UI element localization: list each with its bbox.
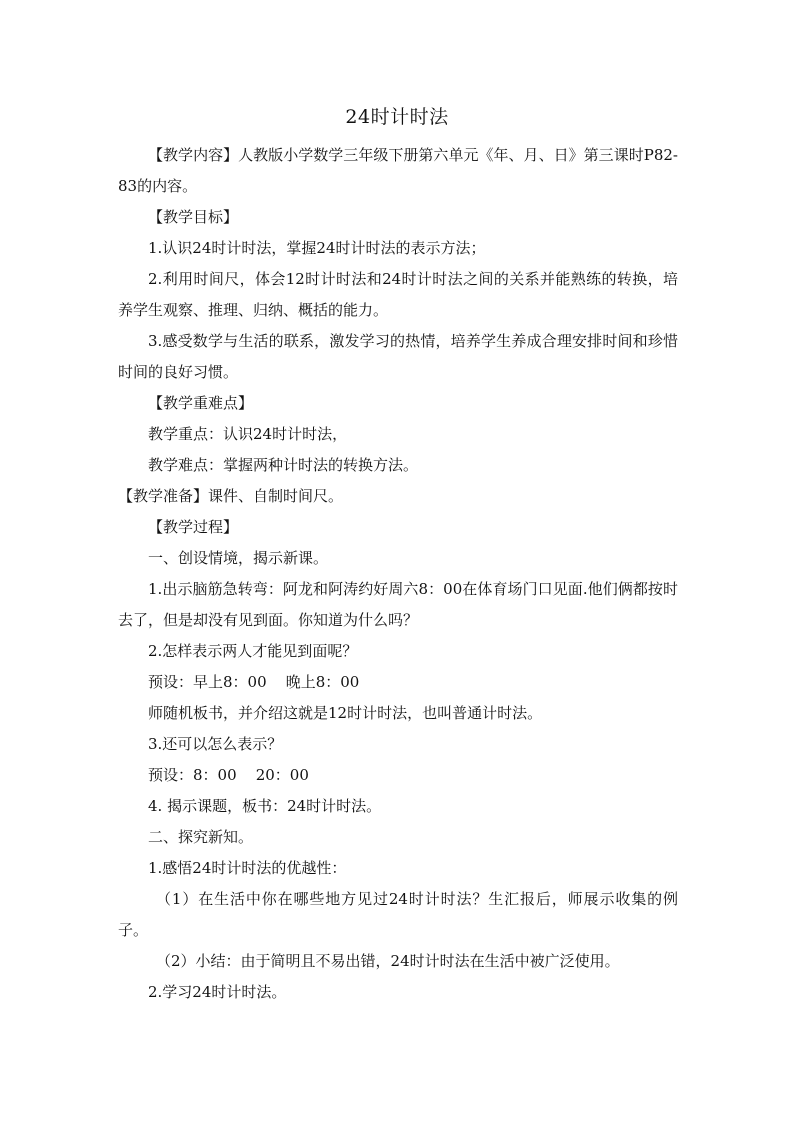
- key-point: 教学重点：认识24时计时法，: [148, 425, 348, 443]
- preset-answer-2: 预设：8：00 20：00: [148, 766, 309, 784]
- explore-substep-2: （2）小结：由于简明且不易出错，24时计时法在生活中被广泛使用。: [156, 952, 620, 970]
- difficult-point: 教学难点：掌握两种计时法的转换方法。: [148, 456, 419, 474]
- heading-key-points: 【教学重难点】: [148, 394, 254, 412]
- teacher-note: 师随机板书，并介绍这就是12时计时法，也叫普通计时法。: [148, 704, 543, 722]
- goal-item-2: 2.利用时间尺，体会12时计时法和24时计时法之间的关系并能熟练的转换，培养学生观察、推理、归纳、概括的能力。: [118, 270, 678, 319]
- section-two-heading: 二、探究新知。: [148, 828, 254, 846]
- goal-item-1: 1.认识24时计时法，掌握24时计时法的表示方法；: [148, 239, 486, 257]
- document-title: 24时计时法: [345, 106, 449, 128]
- process-step-4: 4. 揭示课题，板书：24时计时法。: [148, 797, 382, 815]
- explore-step-1: 1.感悟24时计时法的优越性：: [148, 859, 347, 877]
- preset-answer-1: 预设：早上8：00 晚上8：00: [148, 673, 360, 691]
- process-step-2: 2.怎样表示两人才能见到面呢？: [148, 642, 358, 660]
- heading-teaching-goals: 【教学目标】: [148, 208, 239, 226]
- section-one-heading: 一、创设情境，揭示新课。: [148, 549, 329, 567]
- goal-item-3: 3.感受数学与生活的联系，激发学习的热情，培养学生养成合理安排时间和珍惜时间的良好习惯。: [118, 332, 678, 381]
- document-body: [118, 140, 678, 1008]
- explore-substep-1: （1）在生活中你在哪些地方见过24时计时法？生汇报后，师展示收集的例子。: [118, 890, 678, 939]
- explore-step-2: 2.学习24时计时法。: [148, 983, 287, 1001]
- paragraph-teaching-content: 【教学内容】人教版小学数学三年级下册第六单元《年、月、日》第三课时P82-83的内容。: [118, 146, 678, 195]
- process-step-3: 3.还可以怎么表示？: [148, 735, 283, 753]
- process-step-1: 1.出示脑筋急转弯：阿龙和阿涛约好周六8：00在体育场门口见面.他们俩都按时去了，但是却没有见到面。你知道为什么吗？: [118, 580, 678, 629]
- heading-teaching-process: 【教学过程】: [148, 518, 239, 536]
- teaching-preparation: 【教学准备】课件、自制时间尺。: [118, 487, 344, 505]
